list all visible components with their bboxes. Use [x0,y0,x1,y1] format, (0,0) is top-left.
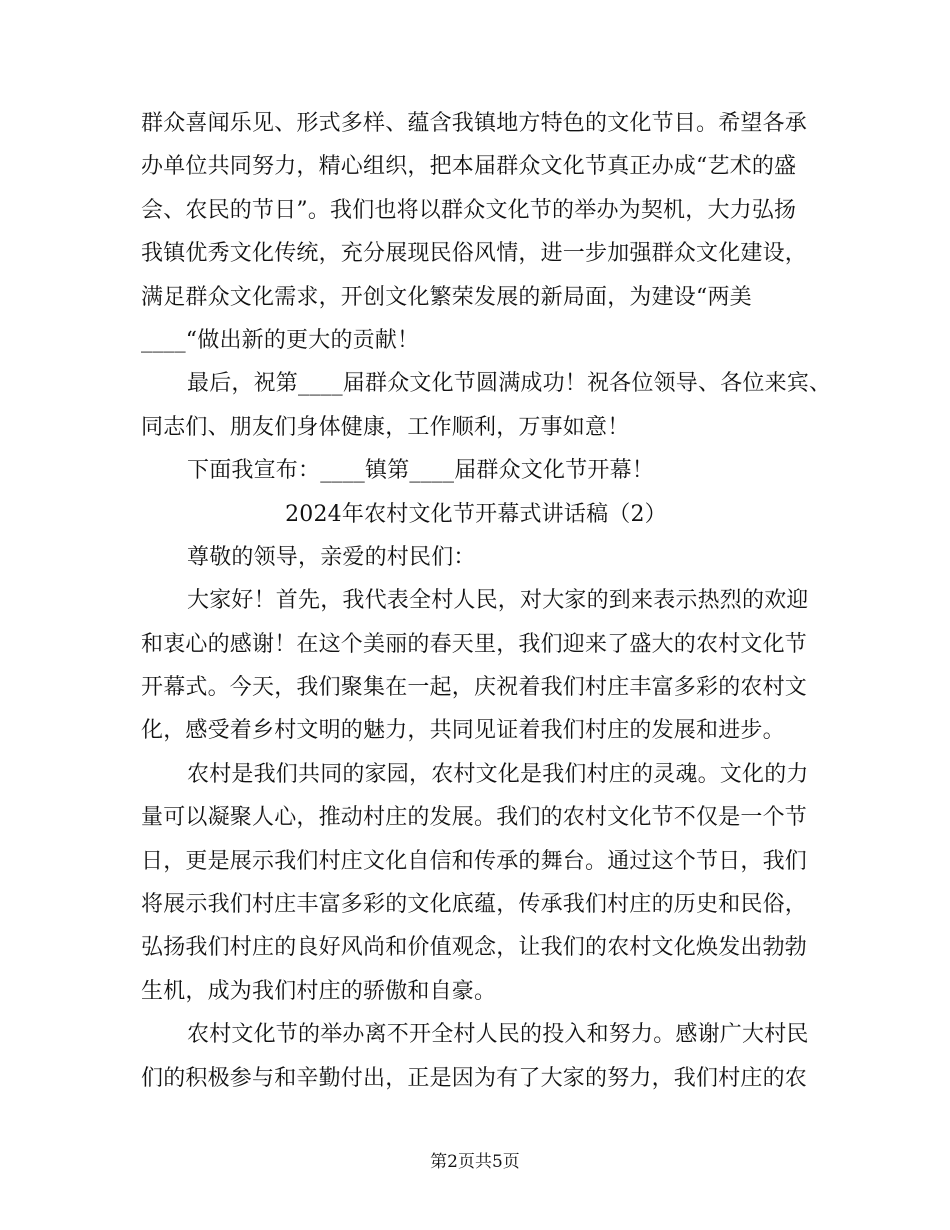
paragraph-first-line: 大家好！首先，我代表全村人民，对大家的到来表示热烈的欢迎 [187,588,809,614]
body-text-line: 满足群众文化需求，开创文化繁荣发展的新局面，为建设“两美 [141,284,752,310]
paragraph-first-line: 农村是我们共同的家园，农村文化是我们村庄的灵魂。文化的力 [187,761,809,787]
body-text-line: ____“做出新的更大的贡献！ [141,327,420,353]
body-text-line: 同志们、朋友们身体健康，工作顺利，万事如意！ [141,414,630,440]
body-text-line: 办单位共同努力，精心组织，把本届群众文化节真正办成“艺术的盛 [141,154,797,180]
body-text-line: 化，感受着乡村文明的魅力，共同见证着我们村庄的发展和进步。 [141,718,785,744]
body-text-line: 将展示我们村庄丰富多彩的文化底蕴，传承我们村庄的历史和民俗， [141,892,808,918]
body-text-line: 群众喜闻乐见、形式多样、蕴含我镇地方特色的文化节目。希望各承 [141,111,808,136]
body-text-line: 弘扬我们村庄的良好风尚和价值观念，让我们的农村文化焕发出勃勃 [141,935,808,961]
body-text-line: 生机，成为我们村庄的骄傲和自豪。 [141,978,497,1004]
paragraph-first-line: 农村文化节的举办离不开全村人民的投入和努力。感谢广大村民 [187,1022,809,1048]
body-text-line: 开幕式。今天，我们聚集在一起，庆祝着我们村庄丰富多彩的农村文 [141,675,808,701]
section-title: 2024年农村文化节开幕式讲话稿（2） [285,501,667,527]
paragraph-first-line: 下面我宣布：____镇第____届群众文化节开幕！ [187,458,655,484]
body-text-line: 会、农民的节日”。我们也将以群众文化节的举办为契机，大力弘扬 [141,197,797,223]
body-text-line: 量可以凝聚人心，推动村庄的发展。我们的农村文化节不仅是一个节 [141,805,808,831]
salutation: 尊敬的领导，亲爱的村民们： [187,544,476,570]
paragraph-first-line: 最后，祝第____届群众文化节圆满成功！祝各位领导、各位来宾、 [187,371,832,397]
page-number: 第2页共5页 [430,1152,520,1172]
body-text-line: 我镇优秀文化传统，充分展现民俗风情，进一步加强群众文化建设， [141,241,808,267]
body-text-line: 日，更是展示我们村庄文化自信和传承的舞台。通过这个节日，我们 [141,848,808,874]
document-body [141,102,832,1100]
body-text-line: 和衷心的感谢！在这个美丽的春天里，我们迎来了盛大的农村文化节 [141,631,808,657]
body-text-line: 们的积极参与和辛勤付出，正是因为有了大家的努力，我们村庄的农 [141,1065,808,1091]
